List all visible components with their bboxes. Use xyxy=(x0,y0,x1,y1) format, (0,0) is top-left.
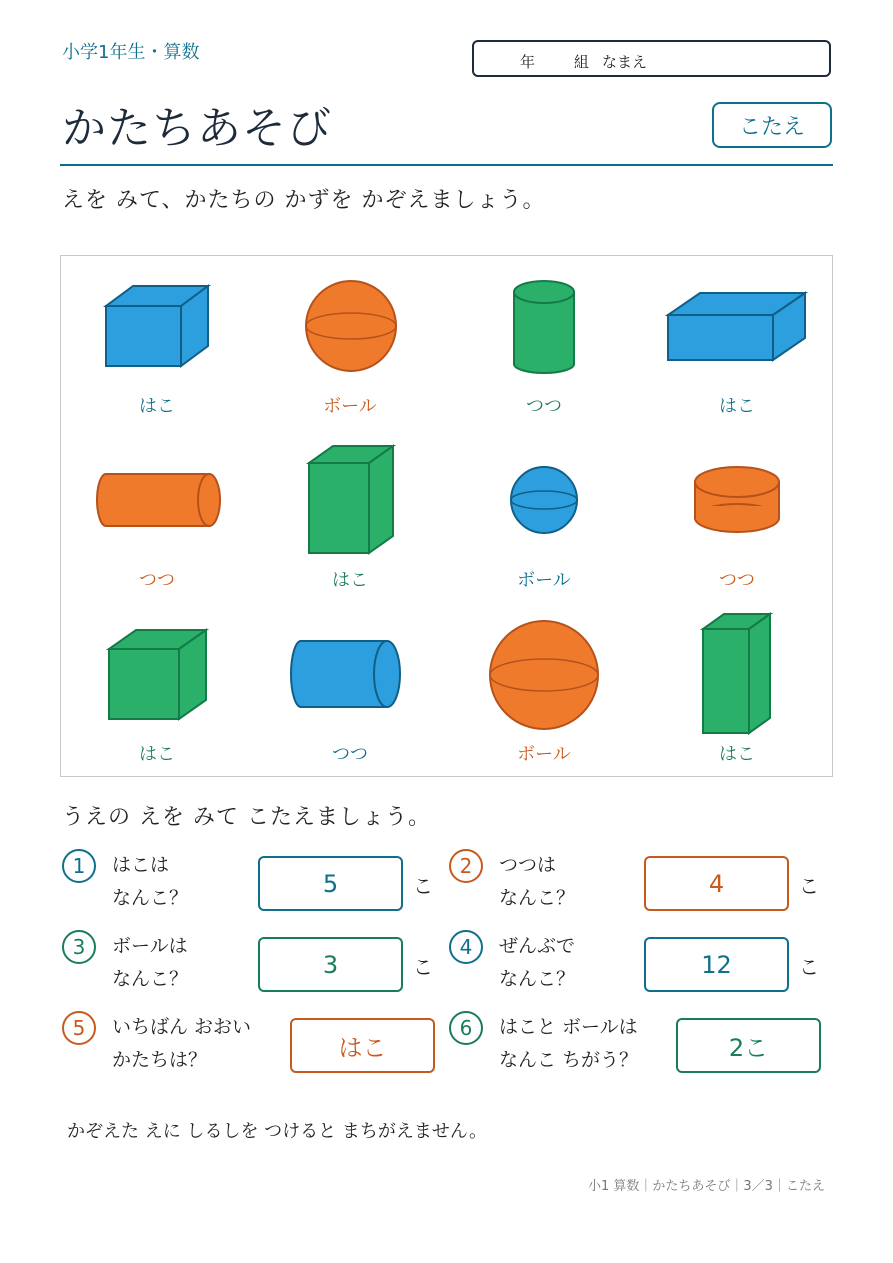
unit-label: こ xyxy=(413,874,433,898)
shape-label-box: はこ xyxy=(719,744,755,765)
unit-label: こ xyxy=(799,955,819,979)
unit-label: こ xyxy=(799,874,819,898)
page-title: かたちあそび xyxy=(62,103,332,154)
box-shape xyxy=(109,630,206,719)
question-text xyxy=(112,930,188,996)
question-number: 5 xyxy=(62,1011,96,1045)
ball-shape xyxy=(511,467,577,533)
shapes-illustration xyxy=(61,256,834,778)
shape-label-ball: ボール xyxy=(323,396,377,417)
shape-label-ball: ボール xyxy=(517,570,571,591)
question-text xyxy=(499,849,575,915)
question-line: はこは xyxy=(112,854,170,876)
question-text xyxy=(112,849,188,915)
question-line: かたちは？ xyxy=(112,1049,208,1071)
hint-text: かぞえた えに しるしを つけると まちがえません。 xyxy=(67,1121,487,1142)
question-number: 6 xyxy=(449,1011,483,1045)
answer-box[interactable]: 12 xyxy=(644,937,789,992)
question-number: 3 xyxy=(62,930,96,964)
tube-shape xyxy=(291,641,400,707)
question-line: なんこ？ xyxy=(112,968,189,990)
shape-label-tube: つつ xyxy=(139,570,175,591)
grade-subject: 小学1年生・算数 xyxy=(62,42,200,63)
shape-label-box: はこ xyxy=(139,744,175,765)
shape-label-box: はこ xyxy=(139,396,175,417)
shape-label-box: はこ xyxy=(332,570,368,591)
question-line: なんこ？ xyxy=(112,887,189,909)
title-divider xyxy=(60,164,833,166)
unit-label: こ xyxy=(413,955,433,979)
answer-badge: こたえ xyxy=(712,102,832,148)
box-shape xyxy=(309,446,393,553)
answer-box[interactable]: 3 xyxy=(258,937,403,992)
answer-box[interactable]: はこ xyxy=(290,1018,435,1073)
shape-label-tube: つつ xyxy=(332,744,368,765)
ball-shape xyxy=(490,621,598,729)
shape-label-tube: つつ xyxy=(719,570,755,591)
shapes-panel xyxy=(60,255,833,777)
box-shape xyxy=(106,286,208,366)
ball-shape xyxy=(306,281,396,371)
question-line: はこと ボールは xyxy=(499,1016,638,1038)
tube-shape xyxy=(695,467,779,532)
name-label: なまえ xyxy=(602,53,648,71)
question-text xyxy=(112,1011,251,1077)
question-line: つつは xyxy=(499,854,557,876)
question-line: なんこ ちがう？ xyxy=(499,1049,639,1071)
box-shape xyxy=(703,614,770,733)
name-box[interactable] xyxy=(472,40,831,77)
question-text xyxy=(499,1011,638,1077)
answer-box[interactable]: 2こ xyxy=(676,1018,821,1073)
year-label: 年 xyxy=(520,53,536,71)
box-shape xyxy=(668,293,805,360)
answer-box[interactable]: 4 xyxy=(644,856,789,911)
shape-label-box: はこ xyxy=(719,396,755,417)
tube-shape xyxy=(514,281,574,373)
answer-box[interactable]: 5 xyxy=(258,856,403,911)
question-line: なんこ？ xyxy=(499,968,576,990)
question-number: 2 xyxy=(449,849,483,883)
class-label: 組 xyxy=(574,53,590,71)
shape-label-ball: ボール xyxy=(517,744,571,765)
page-footer: 小1 算数｜かたちあそび｜3／3｜こたえ xyxy=(588,1179,825,1194)
question-line: いちばん おおい xyxy=(112,1016,252,1038)
instruction: えを みて、かたちの かずを かぞえましょう。 xyxy=(62,188,546,213)
question-line: ボールは xyxy=(112,935,188,957)
question-number: 1 xyxy=(62,849,96,883)
question-text xyxy=(499,930,575,996)
question-number: 4 xyxy=(449,930,483,964)
shape-label-tube: つつ xyxy=(526,396,562,417)
question-line: ぜんぶで xyxy=(499,935,576,957)
question-line: なんこ？ xyxy=(499,887,576,909)
tube-shape xyxy=(97,474,220,526)
questions-heading: うえの えを みて こたえましょう。 xyxy=(62,805,431,830)
